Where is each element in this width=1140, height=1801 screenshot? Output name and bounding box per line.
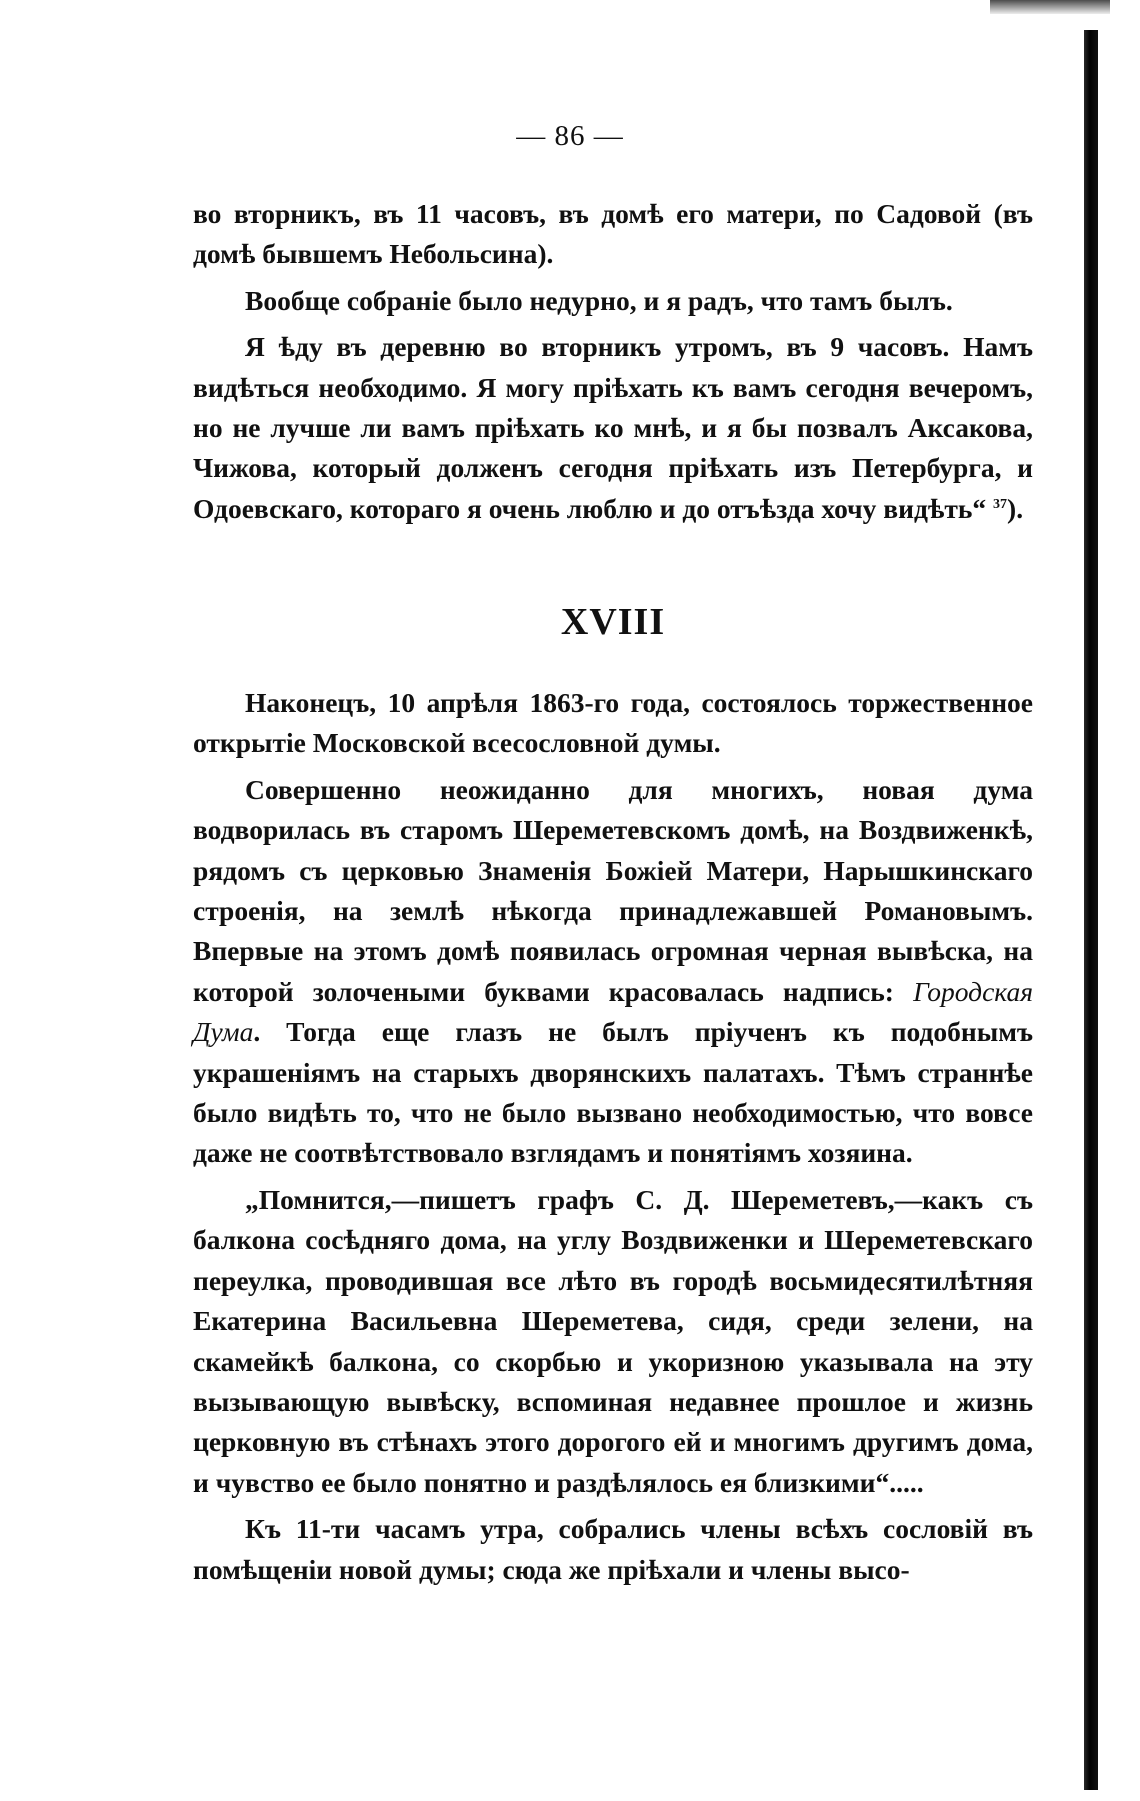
binding-edge-top <box>990 0 1110 14</box>
text-section-1 <box>193 194 1033 535</box>
text-section-2 <box>193 683 1033 1596</box>
paragraph <box>193 770 1033 1174</box>
page-number: — 86 — <box>516 120 624 152</box>
footnote-reference: 37 <box>993 496 1008 512</box>
paragraph: Вообще собраніе было недурно, и я радъ, что тамъ былъ. <box>245 284 953 316</box>
paragraph: Къ 11-ти часамъ утра, собрались члены всѣхъ сословій въ помѣщеніи новой думы; сюда же пріѣхали и члены высо- <box>193 1513 1033 1585</box>
paragraph-text: Я ѣду въ деревню во вторникъ утромъ, въ 9 часовъ. Намъ видѣться необходимо. Я могу пріѣхать къ вамъ сегодня вечеромъ, но не лучше ли вамъ пріѣхать ко мнѣ, и я бы позвалъ Аксакова, Чижова, который долженъ сегодня пріѣхать изъ Петербурга, и Одоевскаго, котораго я очень люблю и до отъѣзда хочу видѣть“ <box>193 331 1033 524</box>
paragraph <box>193 327 1033 529</box>
chapter-heading: XVIII <box>560 601 666 643</box>
italic-phrase: Городская Дума <box>193 975 1033 1048</box>
paragraph: Наконецъ, 10 апрѣля 1863-го года, состоялось торжественное открытіе Московской всесословной думы. <box>193 687 1033 759</box>
paragraph-text-end: ). <box>1007 492 1024 524</box>
binding-edge <box>1084 30 1098 1790</box>
paragraph-text: . Тогда еще глазъ не былъ пріученъ къ подобнымъ украшеніямъ на старыхъ дворянскихъ палатахъ. Тѣмъ страннѣе было видѣть то, что не было вызвано необходимостью, что вовсе даже не соотвѣтствовало взглядамъ и понятіямъ хозяина. <box>193 1016 1033 1169</box>
paragraph-text: Совершенно неожиданно для многихъ, новая дума водворилась въ старомъ Шереметевскомъ домѣ, на Воздвиженкѣ, рядомъ съ церковью Знаменія Божіей Матери, Нарышкинскаго строенія, на землѣ нѣкогда принадлежавшей Романовымъ. Впервые на этомъ домѣ появилась огромная черная вывѣска, на которой золочеными буквами красовалась надпись: <box>193 773 1033 1007</box>
quotation-paragraph: „Помнится,—пишетъ графъ С. Д. Шереметевъ,—какъ съ балкона сосѣдняго дома, на углу Воздвиженки и Шереметевскаго переулка, проводившая все лѣто въ городѣ восьмидесятилѣтняя Екатерина Васильевна Шереметева, сидя, среди зелени, на скамейкѣ балкона, со скорбью и укоризною указывала на эту вызывающую вывѣску, вспоминая недавнее прошлое и жизнь церковную въ стѣнахъ этого дорогого ей и многимъ другимъ дома, и чувство ее было понятно и раздѣлялось ея близкими“..... <box>193 1183 1033 1498</box>
paragraph: во вторникъ, въ 11 часовъ, въ домѣ его матери, по Садовой (въ домѣ бывшемъ Небольсина). <box>193 198 1033 270</box>
